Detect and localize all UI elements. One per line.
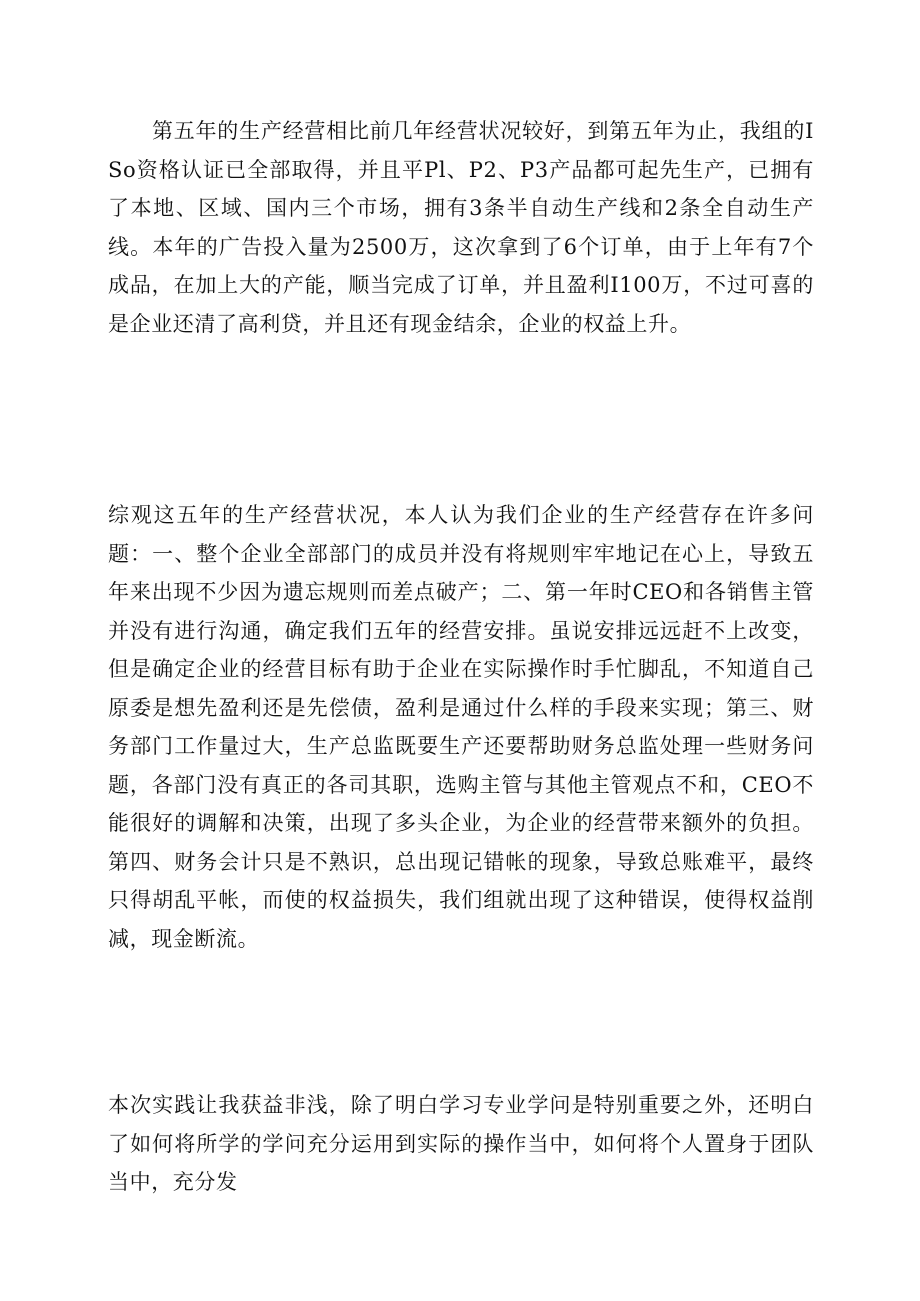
paragraph-practice-reflection: 本次实践让我获益非浅，除了明白学习专业学问是特别重要之外，还明白了如何将所学的学问充分运用到实际的操作当中，如何将个人置身于团队当中，充分发 xyxy=(108,1093,814,1194)
paragraph-fifth-year-summary: 第五年的生产经营相比前几年经营状况较好，到第五年为止，我组的ISo资格认证已全部取得，并且平Pl、P2、P3产品都可起先生产，已拥有了本地、区域、国内三个市场，拥有3条半自动生产线和2条全自动生产线。本年的广告投入量为2500万，这次拿到了6个订单，由于上年有7个成品，在加上大的产能，顺当完成了订单，并且盈利I100万，不过可喜的是企业还清了高利贷，并且还有现金结余，企业的权益上升。 xyxy=(108,119,814,336)
paragraph-five-year-problems: 综观这五年的生产经营状况，本人认为我们企业的生产经营存在许多问题：一、整个企业全部部门的成员并没有将规则牢牢地记在心上，导致五年来出现不少因为遗忘规则而差点破产；二、第一年时CEO和各销售主管并没有进行沟通，确定我们五年的经营安排。虽说安排远远赶不上改变，但是确定企业的经营目标有助于企业在实际操作时手忙脚乱，不知道自己原委是想先盈利还是先偿债，盈利是通过什么样的手段来实现；第三、财务部门工作量过大，生产总监既要生产还要帮助财务总监处理一些财务问题，各部门没有真正的各司其职，选购主管与其他主管观点不和，CEO不能很好的调解和决策，出现了多头企业，为企业的经营带来额外的负担。第四、财务会计只是不熟识，总出现记错帐的现象，导致总账难平，最终只得胡乱平帐，而使的权益损失，我们组就出现了这种错误，使得权益削减，现金断流。 xyxy=(108,503,814,951)
